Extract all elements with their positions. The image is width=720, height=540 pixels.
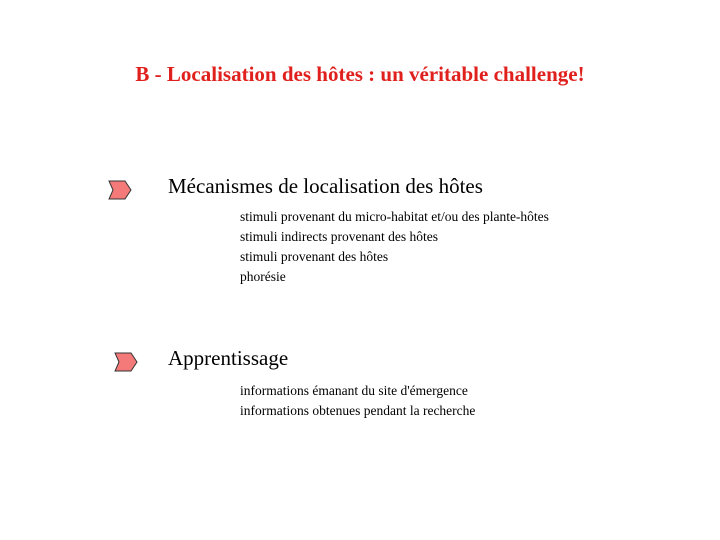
sub-list [240,207,549,287]
list-item: phorésie [240,269,286,284]
list-item: informations obtenues pendant la recherche [240,403,476,418]
slide-title: B - Localisation des hôtes : un véritable challenge! [135,62,585,86]
list-item: informations émanant du site d'émergence [240,383,468,398]
section-heading: Apprentissage [168,346,289,370]
section-heading: Mécanismes de localisation des hôtes [168,174,483,198]
list-item: stimuli provenant des hôtes [240,249,389,264]
list-item: stimuli provenant du micro-habitat et/ou des plante-hôtes [240,209,549,224]
sub-list [240,381,475,421]
list-item: stimuli indirects provenant des hôtes [240,229,438,244]
chevron-bullet-icon [108,180,132,200]
chevron-bullet-icon [114,352,138,372]
